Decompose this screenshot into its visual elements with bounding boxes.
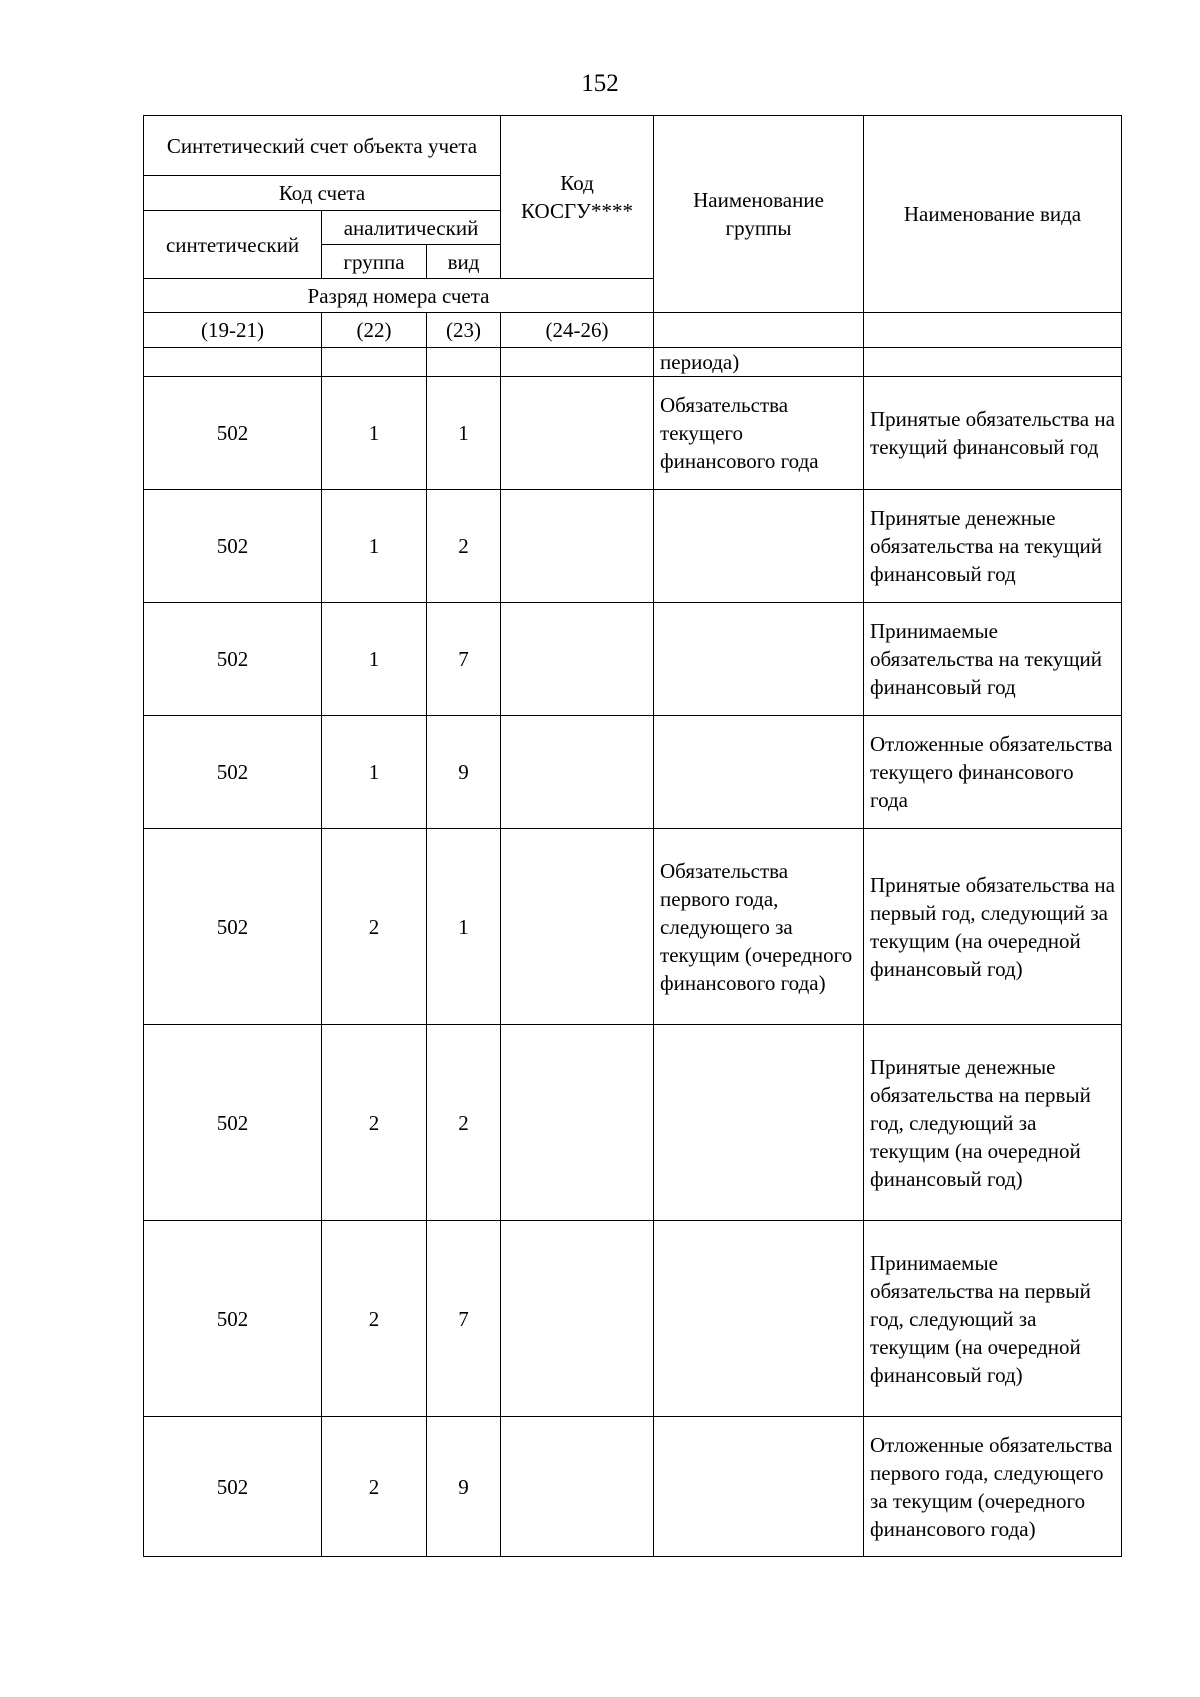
cell-type-name: Принимаемые обязательства на текущий финансовый год: [864, 603, 1122, 716]
cell-type-name: Принятые денежные обязательства на текущий финансовый год: [864, 490, 1122, 603]
cell-kosgu: [501, 490, 654, 603]
col-digit-group-name: [654, 313, 864, 348]
header-synthetic-account: Синтетический счет объекта учета: [144, 116, 501, 176]
cell-group: 1: [322, 377, 427, 490]
header-group: группа: [322, 245, 427, 279]
cell-type-name: Отложенные обязательства текущего финансового года: [864, 716, 1122, 829]
header-account-code: Код счета: [144, 176, 501, 211]
cell-group-name: [654, 1221, 864, 1417]
cell-group: 2: [322, 1417, 427, 1557]
cell-type-name: Принятые обязательства на первый год, следующий за текущим (на очередной финансовый год): [864, 829, 1122, 1025]
cell-type-name: Принятые денежные обязательства на первый год, следующий за текущим (на очередной финансовый год): [864, 1025, 1122, 1221]
table-row: [144, 377, 1122, 490]
cell-type: 7: [427, 1221, 501, 1417]
cell-group-name: [654, 1417, 864, 1557]
page-number: 152: [581, 70, 619, 97]
cell-synthetic: 502: [144, 377, 322, 490]
cell-group-name: [654, 716, 864, 829]
cell-group: 2: [322, 1025, 427, 1221]
continuation-text: периода): [654, 348, 864, 377]
header-analytic: аналитический: [322, 211, 501, 245]
table-row: [144, 1221, 1122, 1417]
header-type-name: Наименование вида: [864, 116, 1122, 313]
cell-type: 2: [427, 1025, 501, 1221]
table-row: [144, 829, 1122, 1025]
cell-type: 9: [427, 1417, 501, 1557]
table-header: [144, 116, 1122, 348]
cell-synthetic: 502: [144, 716, 322, 829]
cell-synthetic: 502: [144, 1417, 322, 1557]
cell-type: 7: [427, 603, 501, 716]
cell-group-name: [654, 603, 864, 716]
col-digit-24-26: (24-26): [501, 313, 654, 348]
col-digit-19-21: (19-21): [144, 313, 322, 348]
table-row: [144, 1417, 1122, 1557]
cell-group-name: Обязательства текущего финансового года: [654, 377, 864, 490]
col-digit-type-name: [864, 313, 1122, 348]
column-numbers-row: [144, 313, 1122, 348]
table-row: [144, 1025, 1122, 1221]
cell-type: 1: [427, 377, 501, 490]
cell-type-name: Принятые обязательства на текущий финансовый год: [864, 377, 1122, 490]
col-digit-23: (23): [427, 313, 501, 348]
cell-type-name: Отложенные обязательства первого года, следующего за текущим (очередного финансового года): [864, 1417, 1122, 1557]
cell-synthetic: 502: [144, 829, 322, 1025]
cell-kosgu: [501, 377, 654, 490]
cell-type: 2: [427, 490, 501, 603]
continuation-row: [144, 348, 1122, 377]
cell-kosgu: [501, 1025, 654, 1221]
header-synthetic: синтетический: [144, 211, 322, 279]
cell-group-name: [654, 1025, 864, 1221]
cell-group-name: Обязательства первого года, следующего за текущим (очередного финансового года): [654, 829, 864, 1025]
accounts-table: [143, 115, 1122, 1557]
cell-group: 2: [322, 829, 427, 1025]
header-kosgu-code: Код КОСГУ****: [501, 116, 654, 279]
cell-kosgu: [501, 1221, 654, 1417]
col-digit-22: (22): [322, 313, 427, 348]
table-row: [144, 716, 1122, 829]
cell-group: 2: [322, 1221, 427, 1417]
cell-kosgu: [501, 1417, 654, 1557]
header-group-name: Наименование группы: [654, 116, 864, 313]
cell-type: 1: [427, 829, 501, 1025]
cell-group: 1: [322, 603, 427, 716]
cell-kosgu: [501, 716, 654, 829]
cell-kosgu: [501, 603, 654, 716]
header-type: вид: [427, 245, 501, 279]
cell-synthetic: 502: [144, 1025, 322, 1221]
cell-synthetic: 502: [144, 603, 322, 716]
cell-group: 1: [322, 490, 427, 603]
cell-type-name: Принимаемые обязательства на первый год, следующий за текущим (на очередной финансовый год): [864, 1221, 1122, 1417]
cell-type: 9: [427, 716, 501, 829]
table-row: [144, 490, 1122, 603]
cell-group: 1: [322, 716, 427, 829]
cell-synthetic: 502: [144, 1221, 322, 1417]
cell-kosgu: [501, 829, 654, 1025]
header-account-digit: Разряд номера счета: [144, 279, 654, 313]
cell-group-name: [654, 490, 864, 603]
table-body: [144, 348, 1122, 1557]
table-row: [144, 603, 1122, 716]
cell-synthetic: 502: [144, 490, 322, 603]
